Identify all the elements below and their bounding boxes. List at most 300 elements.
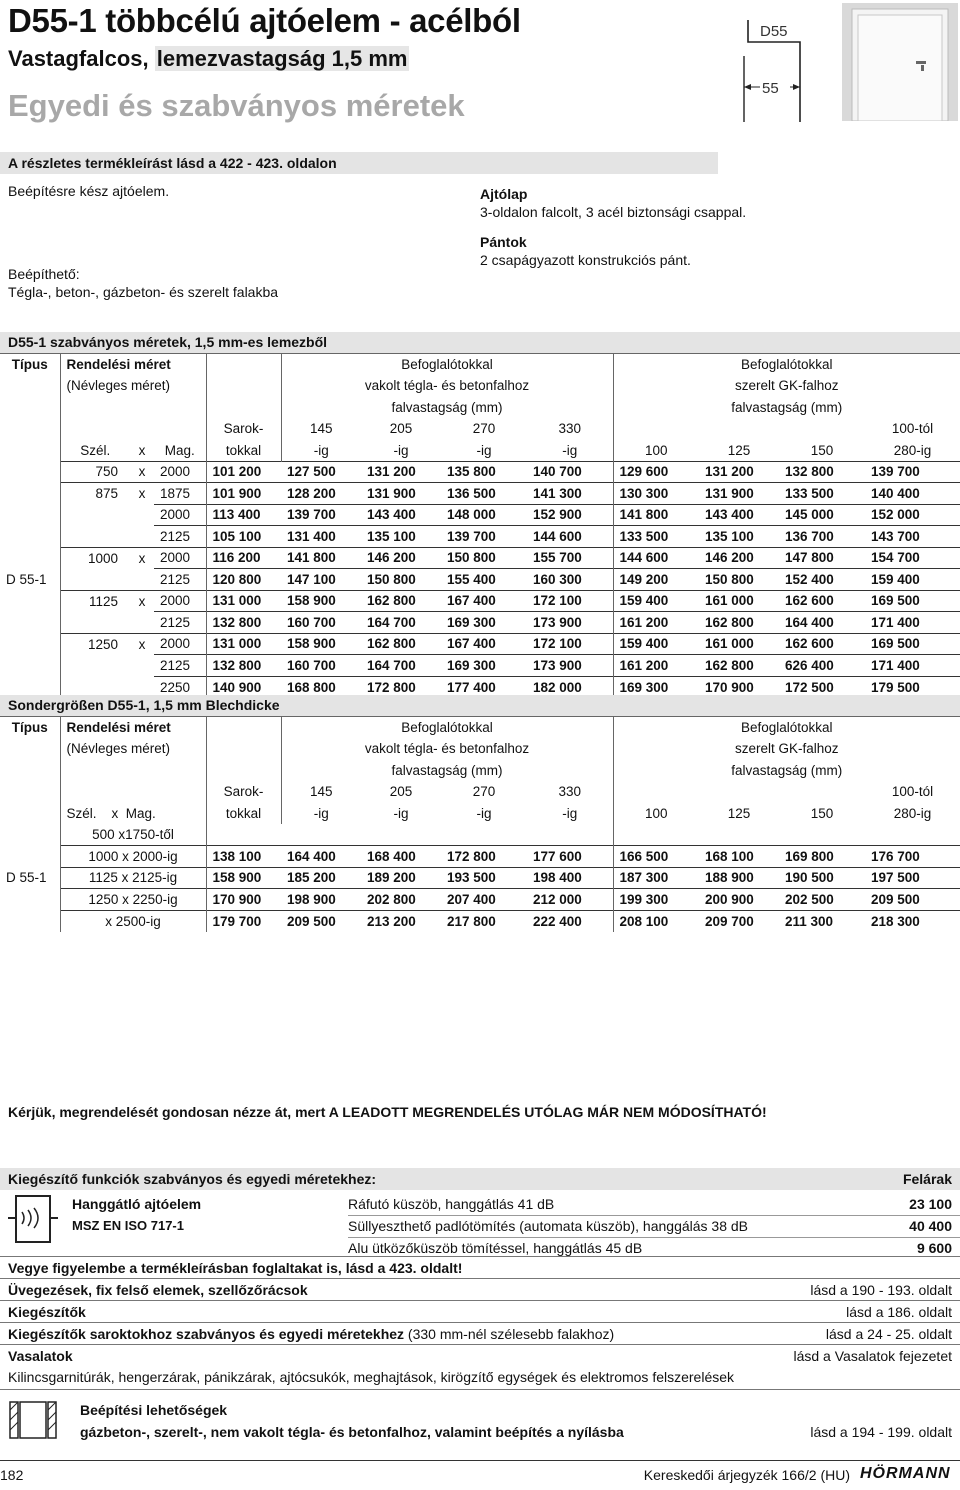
- header-falv-1: falvastagság (mm): [281, 397, 613, 419]
- price-cell: 162 800: [699, 655, 779, 677]
- table-row: [0, 846, 960, 868]
- page-number: 182: [0, 1467, 24, 1483]
- intro-left-1: Beépítésre kész ajtóelem.: [8, 183, 170, 199]
- price-cell: 133 500: [613, 526, 699, 548]
- price-cell: 144 600: [527, 526, 613, 548]
- header-rendelesi: Rendelési méret: [60, 354, 206, 376]
- header-befog-2b: szerelt GK-falhoz: [613, 375, 960, 397]
- price-cell: 144 600: [613, 547, 699, 569]
- price-cell: 135 100: [699, 526, 779, 548]
- extras-band-title: Kiegészítő funkciók szabványos és egyedi méretekhez:: [8, 1171, 377, 1187]
- price-cell: 162 800: [361, 590, 441, 612]
- sp-header-mag: Mag.: [125, 805, 156, 821]
- price-cell: 143 700: [865, 526, 960, 548]
- price-cell: 190 500: [779, 867, 865, 889]
- price-cell: 200 900: [699, 889, 779, 911]
- price-cell: 182 000: [527, 676, 613, 698]
- installation-icon: [6, 1396, 60, 1442]
- install-ref: lásd a 194 - 199. oldalt: [810, 1424, 952, 1440]
- width-cell: [60, 504, 130, 526]
- sp-header-befog-1: Befoglalótokkal: [281, 717, 613, 739]
- price-cell: 155 400: [441, 569, 527, 591]
- price-cell: 187 300: [613, 867, 699, 889]
- intro-right-2-text: 2 csapágyazott konstrukciós pánt.: [480, 252, 691, 268]
- price-cell: 140 400: [865, 483, 960, 505]
- install-title: Beépítési lehetőségek: [80, 1402, 228, 1418]
- price-cell: 158 900: [281, 633, 361, 655]
- price-cell: 162 800: [699, 612, 779, 634]
- price-cell: 177 600: [527, 846, 613, 868]
- sp-header-befog-2b: szerelt GK-falhoz: [613, 738, 960, 760]
- price-cell: 162 600: [779, 633, 865, 655]
- price-cell: 158 900: [281, 590, 361, 612]
- table-row: [0, 633, 960, 655]
- width-cell: [60, 526, 130, 548]
- order-warning: Kérjük, megrendelését gondosan nézze át, mert A LEADOTT MEGRENDELÉS UTÓLAG MÁR NEM MÓDOSÍTHATÓ!: [8, 1104, 767, 1120]
- sp-header-100tol: 100-tól: [891, 784, 934, 800]
- sp-header-tokkal: tokkal: [206, 803, 281, 825]
- price-cell: 132 800: [779, 461, 865, 483]
- width-cell: [60, 612, 130, 634]
- sp-header-befog-2: Befoglalótokkal: [613, 717, 960, 739]
- table-row: [0, 547, 960, 569]
- price-cell: 171 400: [865, 655, 960, 677]
- price-cell: 139 700: [441, 526, 527, 548]
- x-cell: [130, 569, 154, 591]
- header-tokkal: tokkal: [206, 440, 281, 462]
- sp-type-label: D 55-1: [6, 870, 47, 886]
- price-cell: 167 400: [441, 633, 527, 655]
- type-label: D 55-1: [6, 571, 47, 587]
- soundproof-price-3: 9 600: [916, 1240, 952, 1256]
- price-cell: 172 100: [527, 590, 613, 612]
- x-cell: x: [130, 483, 154, 505]
- extras-band-right: Felárak: [902, 1171, 952, 1187]
- price-cell: 132 800: [206, 612, 281, 634]
- price-cell: 132 800: [206, 655, 281, 677]
- price-cell: 207 400: [441, 889, 527, 911]
- soundproof-title: Hanggátló ajtóelem: [72, 1196, 202, 1212]
- table-row: [0, 483, 960, 505]
- header-tipus: Típus: [0, 354, 60, 376]
- sp-header-ig-1: -ig: [281, 803, 361, 825]
- x-cell: x: [130, 633, 154, 655]
- header-falv-2: falvastagság (mm): [613, 397, 960, 419]
- price-cell: 213 200: [361, 910, 441, 932]
- price-cell: 218 300: [865, 910, 960, 932]
- price-cell: 168 400: [361, 846, 441, 868]
- extras-note: Vegye figyelembe a termékleírásban foglaltakat is, lásd a 423. oldalt!: [0, 1256, 960, 1278]
- table-row: [0, 655, 960, 677]
- price-cell: 167 400: [441, 590, 527, 612]
- width-cell: 1250: [60, 633, 130, 655]
- width-cell: 750: [60, 461, 130, 483]
- width-cell: 1125: [60, 590, 130, 612]
- size-cell: 500 x1750-től: [60, 824, 206, 846]
- price-cell: 212 000: [527, 889, 613, 911]
- x-cell: x: [130, 547, 154, 569]
- soundproof-norm: MSZ EN ISO 717-1: [72, 1218, 184, 1233]
- height-cell: 2125: [154, 526, 206, 548]
- size-cell: 1125 x 2125-ig: [60, 867, 206, 889]
- height-cell: 2000: [154, 461, 206, 483]
- table-row: [0, 889, 960, 911]
- price-cell: 135 800: [441, 461, 527, 483]
- table-row: [0, 590, 960, 612]
- price-cell: 152 900: [527, 504, 613, 526]
- price-cell: 152 400: [779, 569, 865, 591]
- sp-header-270: 270: [472, 784, 496, 800]
- soundproof-item-3: Alu ütközőküszöb tömítéssel, hanggátlás 45 dB: [348, 1240, 643, 1256]
- price-cell: 185 200: [281, 867, 361, 889]
- price-cell: 105 100: [206, 526, 281, 548]
- x-cell: [130, 526, 154, 548]
- price-cell: 136 700: [779, 526, 865, 548]
- price-cell: 208 100: [613, 910, 699, 932]
- footer-divider: [0, 1460, 960, 1461]
- sp-header-280ig: 280-ig: [893, 805, 932, 821]
- price-cell: 146 200: [699, 547, 779, 569]
- price-cell: 131 000: [206, 633, 281, 655]
- price-cell: 164 400: [281, 846, 361, 868]
- header-szel: Szél.: [60, 440, 130, 462]
- sp-header-szel-x-mag: [60, 803, 206, 825]
- accessories-label: Kiegészítők: [8, 1304, 86, 1320]
- price-cell: 164 700: [361, 655, 441, 677]
- header-330: 330: [558, 421, 582, 437]
- header-145: 145: [281, 418, 361, 440]
- price-cell: 128 200: [281, 483, 361, 505]
- price-cell: [441, 824, 527, 846]
- price-cell: 176 700: [865, 846, 960, 868]
- price-cell: 150 800: [699, 569, 779, 591]
- price-cell: 129 600: [613, 461, 699, 483]
- width-cell: 875: [60, 483, 130, 505]
- price-cell: [527, 824, 613, 846]
- price-cell: 193 500: [441, 867, 527, 889]
- x-cell: [130, 504, 154, 526]
- price-cell: 135 100: [361, 526, 441, 548]
- price-cell: 131 200: [699, 461, 779, 483]
- price-cell: 173 900: [527, 655, 613, 677]
- price-cell: 166 500: [613, 846, 699, 868]
- page-title: D55-1 többcélú ajtóelem - acélból: [8, 2, 521, 39]
- height-cell: 2000: [154, 633, 206, 655]
- price-cell: 143 400: [699, 504, 779, 526]
- x-cell: x: [130, 461, 154, 483]
- price-cell: 147 800: [779, 547, 865, 569]
- extras-band: [0, 1168, 960, 1190]
- price-cell: 141 800: [281, 547, 361, 569]
- special-table-band: Sondergrößen D55-1, 1,5 mm Blechdicke: [0, 695, 960, 716]
- soundproof-item-2: Süllyeszthető padlótömítés (automata küszöb), hanggálás 38 dB: [348, 1218, 749, 1234]
- price-cell: 145 000: [779, 504, 865, 526]
- price-cell: 211 300: [779, 910, 865, 932]
- width-cell: [60, 655, 130, 677]
- header-ig-1: -ig: [281, 440, 361, 462]
- sp-header-falv-2: falvastagság (mm): [613, 760, 960, 782]
- catalog-label: Kereskedői árjegyzék 166/2 (HU): [643, 1467, 850, 1483]
- sp-header-szel: Szél.: [66, 805, 97, 821]
- intro-right-2-label: Pántok: [480, 234, 527, 250]
- x-cell: x: [130, 590, 154, 612]
- sp-header-205: 205: [389, 784, 413, 800]
- sp-header-befog-1b: vakolt tégla- és betonfalhoz: [281, 738, 613, 760]
- height-cell: 1875: [154, 483, 206, 505]
- price-cell: 169 300: [613, 676, 699, 698]
- price-cell: 168 800: [281, 676, 361, 698]
- height-cell: 2125: [154, 612, 206, 634]
- corner-acc-label: Kiegészítők saroktokhoz szabványos és egyedi méretekhez: [8, 1326, 405, 1342]
- price-cell: 217 800: [441, 910, 527, 932]
- price-cell: 169 800: [779, 846, 865, 868]
- price-cell: 152 000: [865, 504, 960, 526]
- price-cell: 177 400: [441, 676, 527, 698]
- price-cell: 209 700: [699, 910, 779, 932]
- table-row: [0, 867, 960, 889]
- price-cell: 159 400: [613, 633, 699, 655]
- price-cell: 138 100: [206, 846, 281, 868]
- price-cell: 155 700: [527, 547, 613, 569]
- price-cell: 170 900: [699, 676, 779, 698]
- price-cell: 172 800: [361, 676, 441, 698]
- sp-header-falv-1: falvastagság (mm): [281, 760, 613, 782]
- price-cell: 169 500: [865, 633, 960, 655]
- section-title: Egyedi és szabványos méretek: [8, 88, 465, 123]
- extras-corner-row: [0, 1322, 960, 1344]
- sp-header-ig-2: -ig: [393, 805, 409, 821]
- glazing-label: Üvegezések, fix felső elemek, szellőzőrácsok: [8, 1282, 308, 1298]
- price-cell: 199 300: [613, 889, 699, 911]
- price-cell: 164 400: [779, 612, 865, 634]
- price-cell: 150 800: [361, 569, 441, 591]
- subtitle-highlight: lemezvastagság 1,5 mm: [156, 46, 408, 71]
- sp-header-150: 150: [810, 805, 834, 821]
- price-cell: [699, 824, 779, 846]
- price-cell: 133 500: [779, 483, 865, 505]
- corner-acc-ref: lásd a 24 - 25. oldalt: [825, 1326, 952, 1342]
- price-cell: 202 500: [779, 889, 865, 911]
- price-cell: 162 600: [779, 590, 865, 612]
- price-cell: 173 900: [527, 612, 613, 634]
- price-cell: 197 500: [865, 867, 960, 889]
- header-sarok: Sarok-: [206, 418, 281, 440]
- sp-header-tipus: Típus: [0, 717, 60, 739]
- intro-right-1-text: 3-oldalon falcolt, 3 acél biztonsági csappal.: [480, 204, 747, 220]
- install-text: gázbeton-, szerelt-, nem vakolt tégla- és betonfalhoz, valamint beépítés a nyílásba: [80, 1424, 624, 1440]
- hardware-list: Kilincsgarnitúrák, hengerzárak, pánikzárak, ajtócsukók, meghajtások, kirögzítő egységek és elektromos felszerelések: [8, 1369, 735, 1385]
- header-125: 125: [727, 442, 751, 458]
- price-cell: 120 800: [206, 569, 281, 591]
- price-cell: 139 700: [281, 504, 361, 526]
- price-cell: 141 300: [527, 483, 613, 505]
- price-cell: 149 200: [613, 569, 699, 591]
- sp-header-rendelesi: Rendelési méret: [60, 717, 206, 739]
- hardware-ref: lásd a Vasalatok fejezetet: [793, 1348, 952, 1364]
- price-cell: 179 500: [865, 676, 960, 698]
- width-cell: 1000: [60, 547, 130, 569]
- height-cell: 2000: [154, 547, 206, 569]
- price-cell: 160 300: [527, 569, 613, 591]
- price-cell: 150 800: [441, 547, 527, 569]
- x-cell: [130, 655, 154, 677]
- extras-glazing-row: [0, 1278, 960, 1300]
- price-cell: 101 200: [206, 461, 281, 483]
- price-cell: 154 700: [865, 547, 960, 569]
- extras-hardware-row: [0, 1344, 960, 1366]
- price-cell: 148 000: [441, 504, 527, 526]
- sp-header-100: 100: [613, 803, 699, 825]
- height-cell: 2125: [154, 569, 206, 591]
- intro-left-2-label: Beépíthető:: [8, 266, 80, 282]
- brand-logo: HÖRMANN: [860, 1465, 951, 1482]
- special-size-table: [0, 716, 960, 932]
- sp-header-145: 145: [281, 781, 361, 803]
- height-cell: 2000: [154, 504, 206, 526]
- height-cell: 2000: [154, 590, 206, 612]
- price-cell: 139 700: [865, 461, 960, 483]
- intro-left-2-text: Tégla-, beton-, gázbeton- és szerelt falakba: [8, 284, 279, 300]
- price-cell: 147 100: [281, 569, 361, 591]
- price-cell: [281, 824, 361, 846]
- extras-accessories-row: [0, 1300, 960, 1322]
- sp-header-nevleges: (Névleges méret): [60, 738, 206, 760]
- accessories-ref: lásd a 186. oldalt: [846, 1304, 952, 1320]
- table-row: [0, 461, 960, 483]
- price-cell: 161 000: [699, 633, 779, 655]
- price-cell: 131 400: [281, 526, 361, 548]
- price-cell: 140 900: [206, 676, 281, 698]
- header-x: x: [138, 442, 146, 458]
- reference-bar: A részletes termékleírást lásd a 422 - 423. oldalon: [0, 152, 718, 174]
- divider: [0, 1389, 960, 1390]
- header-270: 270: [472, 421, 496, 437]
- price-cell: 169 500: [865, 590, 960, 612]
- price-cell: 172 500: [779, 676, 865, 698]
- price-cell: 168 100: [699, 846, 779, 868]
- price-cell: 172 800: [441, 846, 527, 868]
- soundproof-price-1: 23 100: [909, 1196, 952, 1212]
- soundproof-icon: [6, 1194, 60, 1244]
- price-cell: 131 900: [361, 483, 441, 505]
- profile-dim: 55: [762, 80, 779, 97]
- price-cell: 127 500: [281, 461, 361, 483]
- table-row: [0, 504, 960, 526]
- height-cell: 2250: [154, 676, 206, 698]
- price-cell: 179 700: [206, 910, 281, 932]
- header-mag: Mag.: [164, 442, 195, 458]
- price-cell: 131 200: [361, 461, 441, 483]
- header-befog-2: Befoglalótokkal: [613, 354, 960, 376]
- price-cell: 169 300: [441, 655, 527, 677]
- price-cell: 189 200: [361, 867, 441, 889]
- header-100: 100: [613, 440, 699, 462]
- sp-header-330: 330: [558, 784, 582, 800]
- price-cell: 164 700: [361, 612, 441, 634]
- sp-header-125: 125: [727, 805, 751, 821]
- header-205: 205: [389, 421, 413, 437]
- price-cell: 162 800: [361, 633, 441, 655]
- price-cell: 202 800: [361, 889, 441, 911]
- table-row: [0, 612, 960, 634]
- size-cell: 1250 x 2250-ig: [60, 889, 206, 911]
- price-cell: 131 900: [699, 483, 779, 505]
- sp-header-x: x: [111, 805, 119, 821]
- price-cell: 222 400: [527, 910, 613, 932]
- header-befog-1: Befoglalótokkal: [281, 354, 613, 376]
- price-cell: 198 900: [281, 889, 361, 911]
- glazing-ref: lásd a 190 - 193. oldalt: [810, 1282, 952, 1298]
- price-cell: 101 900: [206, 483, 281, 505]
- price-cell: 136 500: [441, 483, 527, 505]
- price-cell: 141 800: [613, 504, 699, 526]
- price-cell: [865, 824, 960, 846]
- price-cell: 159 400: [613, 590, 699, 612]
- header-ig-3: -ig: [476, 442, 492, 458]
- price-cell: 198 400: [527, 867, 613, 889]
- price-cell: 171 400: [865, 612, 960, 634]
- price-cell: 161 200: [613, 655, 699, 677]
- x-cell: [130, 612, 154, 634]
- subtitle: [8, 46, 409, 72]
- header-ig-2: -ig: [393, 442, 409, 458]
- header-100tol: 100-tól: [891, 421, 934, 437]
- subtitle-part-a: Vastagfalcos,: [8, 46, 155, 71]
- price-cell: [613, 824, 699, 846]
- divider: [348, 1237, 960, 1238]
- price-cell: 130 300: [613, 483, 699, 505]
- price-cell: 131 000: [206, 590, 281, 612]
- table-row: [0, 824, 960, 846]
- sp-header-ig-3: -ig: [476, 805, 492, 821]
- door-illustration-icon: [842, 3, 958, 121]
- table-row: [0, 569, 960, 591]
- profile-label: D55: [760, 23, 788, 40]
- price-cell: 170 900: [206, 889, 281, 911]
- price-cell: 172 100: [527, 633, 613, 655]
- size-cell: x 2500-ig: [60, 910, 206, 932]
- size-cell: 1000 x 2000-ig: [60, 846, 206, 868]
- price-cell: 169 300: [441, 612, 527, 634]
- header-280ig: 280-ig: [893, 442, 932, 458]
- divider: [348, 1215, 960, 1216]
- price-cell: 161 000: [699, 590, 779, 612]
- width-cell: [60, 569, 130, 591]
- height-cell: 2125: [154, 655, 206, 677]
- price-cell: 209 500: [865, 889, 960, 911]
- intro-right-1-label: Ajtólap: [480, 186, 528, 202]
- profile-diagram-icon: [738, 16, 838, 126]
- sp-header-sarok: Sarok-: [206, 781, 281, 803]
- price-cell: 113 400: [206, 504, 281, 526]
- standard-table-band: D55-1 szabványos méretek, 1,5 mm-es lemezből: [0, 332, 960, 353]
- price-cell: 146 200: [361, 547, 441, 569]
- standard-size-table: [0, 353, 960, 698]
- price-cell: 160 700: [281, 655, 361, 677]
- table-row: [0, 526, 960, 548]
- price-cell: 116 200: [206, 547, 281, 569]
- price-cell: 159 400: [865, 569, 960, 591]
- header-150: 150: [810, 442, 834, 458]
- price-cell: 209 500: [281, 910, 361, 932]
- table-row: [0, 910, 960, 932]
- price-cell: [779, 824, 865, 846]
- header-befog-1b: vakolt tégla- és betonfalhoz: [281, 375, 613, 397]
- price-cell: 160 700: [281, 612, 361, 634]
- price-cell: 626 400: [779, 655, 865, 677]
- hardware-label: Vasalatok: [8, 1348, 73, 1364]
- price-cell: 161 200: [613, 612, 699, 634]
